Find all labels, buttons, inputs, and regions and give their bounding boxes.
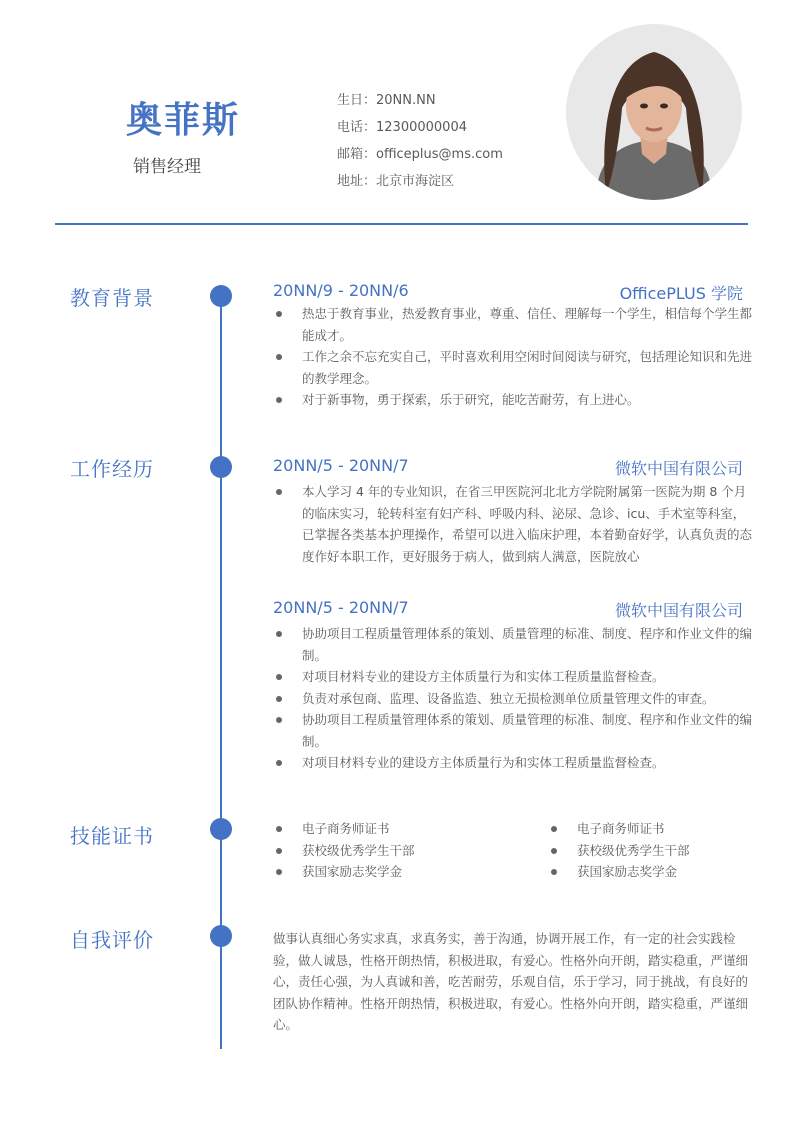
list-item: 电子商务师证书 [548,818,768,840]
info-label: 邮箱： [337,147,377,162]
list-item: 热忠于教育事业，热爱教育事业，尊重、信任、理解每一个学生，相信每个学生都能成才。 [273,303,757,346]
list-item: 获国家励志奖学金 [548,861,768,883]
education-period: 20NN/9 - 20NN/6 [273,281,409,300]
list-item: 工作之余不忘充实自己，平时喜欢利用空闲时间阅读与研究，包括理论知识和先进的教学理念。 [273,346,757,389]
job-org: 微软中国有限公司 [614,601,743,620]
list-item: 本人学习 4 年的专业知识，在省三甲医院河北北方学院附属第一医院为期 8 个月的临床实习，轮转科室有妇产科、呼吸内科、泌尿、急诊、icu、手术室等科室，已掌握各类基本护理操作，希望可以进入临床护理，本着勤奋好学，认真负责的态度作好本职工作，更好服务于病人，做到病人满意，医院放心 [273,481,757,567]
timeline-dot [210,925,232,947]
job-period: 20NN/5 - 20NN/7 [273,598,409,617]
header-divider [55,223,748,225]
info-phone [337,116,467,135]
list-item: 对项目材料专业的建设方主体质量行为和实体工程质量监督检查。 [273,752,757,774]
section-title-skills: 技能证书 [70,824,154,848]
info-address [337,170,454,189]
info-birthday [337,89,436,108]
info-email [337,143,503,162]
timeline-dot [210,818,232,840]
skills-right-list [548,818,768,883]
resume-name: 奥菲斯 [126,100,241,141]
education-bullets [273,303,757,411]
list-item: 协助项目工程质量管理体系的策划、质量管理的标准、制度、程序和作业文件的编制。 [273,623,757,666]
list-item: 获校级优秀学生干部 [273,840,493,862]
section-title-work: 工作经历 [70,457,154,481]
skills-left-list [273,818,493,883]
info-value: 北京市海淀区 [376,174,455,189]
list-item: 获校级优秀学生干部 [548,840,768,862]
job-bullets [273,481,757,567]
job-bullets [273,623,757,774]
info-label: 生日： [337,93,377,108]
list-item: 电子商务师证书 [273,818,493,840]
job-org: 微软中国有限公司 [614,459,743,478]
list-item: 对项目材料专业的建设方主体质量行为和实体工程质量监督检查。 [273,666,757,688]
info-label: 地址： [337,174,377,189]
timeline-dot [210,285,232,307]
section-title-self-eval: 自我评价 [70,928,154,952]
list-item: 协助项目工程质量管理体系的策划、质量管理的标准、制度、程序和作业文件的编制。 [273,709,757,752]
list-item: 获国家励志奖学金 [273,861,493,883]
profile-photo [566,24,742,200]
job-period: 20NN/5 - 20NN/7 [273,456,409,475]
info-label: 电话： [337,120,377,135]
education-org: OfficePLUS 学院 [619,284,743,303]
info-value: officeplus@ms.com [376,147,503,162]
list-item: 对于新事物，勇于探索，乐于研究，能吃苦耐劳，有上进心。 [273,389,757,411]
section-title-education: 教育背景 [70,286,154,310]
self-eval-text: 做事认真细心务实求真，求真务实，善于沟通，协调开展工作，有一定的社会实践检验，做人诚恳，性格开朗热情，积极进取，有爱心。性格外向开朗，踏实稳重，严谨细心，责任心强，为人真诚和善，吃苦耐劳，乐观自信，乐于学习，同于挑战，有良好的团队协作精神。性格开朗热情，积极进取，有爱心。性格外向开朗，踏实稳重，严谨细心。 [273,931,749,1032]
list-item: 负责对承包商、监理、设备监造、独立无损检测单位质量管理文件的审查。 [273,688,757,710]
timeline-dot [210,456,232,478]
job-title: 销售经理 [133,157,201,177]
info-value: 12300000004 [376,120,467,135]
info-value: 20NN.NN [376,93,436,108]
